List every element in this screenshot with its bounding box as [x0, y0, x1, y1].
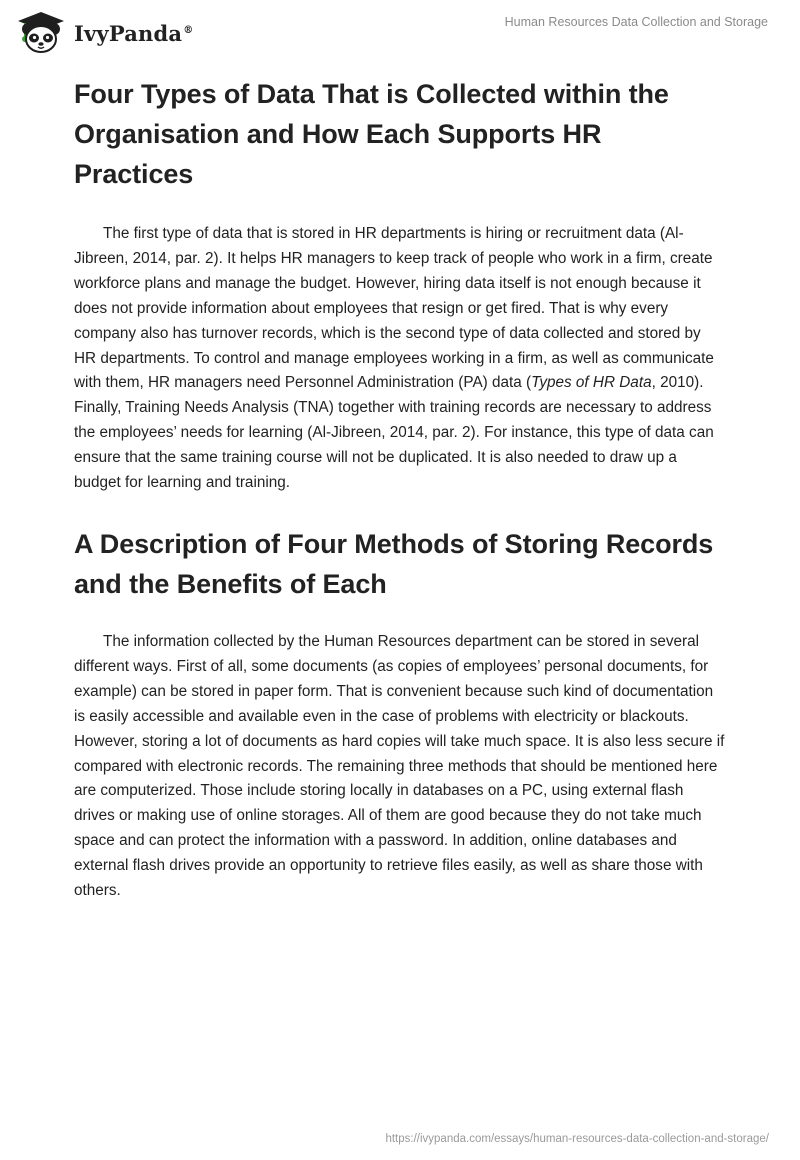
logo-wordmark: IvyPanda® [74, 20, 194, 46]
section-paragraph-data-types: The first type of data that is stored in HR departments is hiring or recruitment data (Al-Jibreen, 2014, par. 2). It helps HR managers to keep track of people who work in a firm, create workforce plans and manage the budget. However, hiring data itself is not enough because it does not provide information about employees that resign or get fired. That is why every company also has turnover records, which is the second type of data collected and stored by HR departments. To control and manage employees working in a firm, as well as communicate with them, HR managers need Personnel Administration (PA) data (Types of HR Data, 2010). Finally, Training Needs Analysis (TNA) together with training records are necessary to address the employees’ needs for learning (Al-Jibreen, 2014, par. 2). For instance, this type of data can ensure that the same training course will not be duplicated. It is also needed to draw up a budget for learning and training. [74, 225, 714, 492]
section-heading-data-types: Four Types of Data That is Collected within the Organisation and How Each Supports HR Practices [74, 79, 669, 189]
ivypanda-logo[interactable] [14, 10, 193, 54]
document-title: Human Resources Data Collection and Storage [504, 15, 768, 29]
source-url-link[interactable]: https://ivypanda.com/essays/human-resources-data-collection-and-storage/ [385, 1133, 769, 1145]
article-body [74, 72, 726, 904]
registered-mark: ® [183, 24, 194, 36]
section-paragraph-storage-methods: The information collected by the Human Resources department can be stored in several different ways. First of all, some documents (as copies of employees’ personal documents, for example) can be stored in paper form. That is convenient because such kind of documentation is easily accessible and available even in the case of problems with electricity or blackouts. However, storing a lot of documents as hard copies will take much space. It is also less secure if compared with electronic records. The remaining three methods that should be mentioned here are computerized. Those include storing locally in databases on a PC, using external flash drives or making use of online storages. All of them are good because they do not take much space and can protect the information with a password. In addition, online databases and external flash drives provide an opportunity to retrieve files easily, as well as share those with others. [74, 632, 725, 900]
cited-title: Types of HR Data [531, 374, 652, 392]
section-heading-storage-methods: A Description of Four Methods of Storing Records and the Benefits of Each [74, 528, 714, 599]
page-header [0, 0, 800, 70]
panda-graduation-icon [14, 10, 68, 54]
